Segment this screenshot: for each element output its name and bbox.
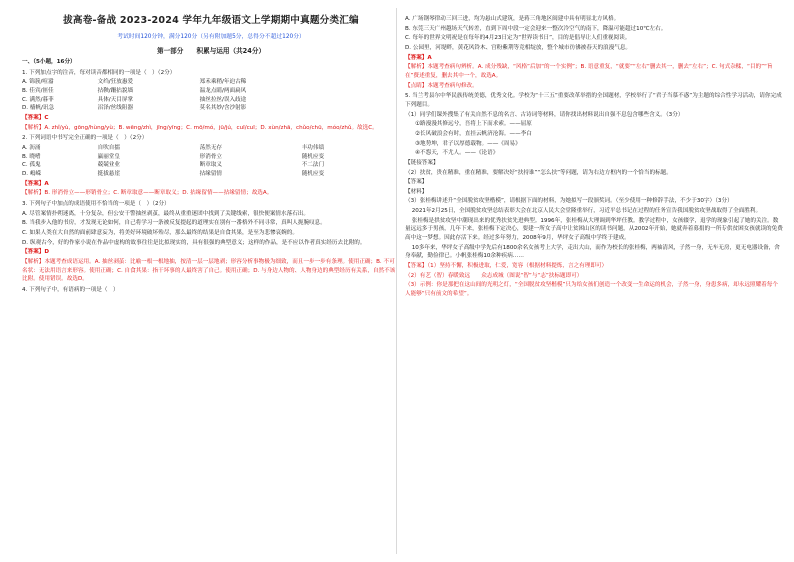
q3-option-c: C. 如果人类在大自然的面前肆意妄为，将美好环境破坏殆尽，那么最终的结果是自食其果，是至为悲惨哀婉的。 <box>22 229 298 236</box>
q1-option-d-right: 莫名其妙/含沙射影 <box>199 105 247 112</box>
q5-part-1: （1）同学们课外搜集了有关自然不息的名言、古诗词等材料，请你找出材料说出自强不息包含哪些含义。（3分） <box>405 111 684 118</box>
q3-option-a: A. 尽管案情扑朔迷离，十分复杂，但公安干警抽丝剥茧，最终从重重迷团中找到了关键线索，很快便案情水落石出。 <box>22 210 309 217</box>
q5-answer-1: 【答案】（1）坚持不懈，积极进取，仁爱，宽容（根据材料提炼，言之有理即可） <box>405 263 608 270</box>
q2-cell: 自吹自擂 <box>97 144 120 151</box>
q4-option-b: B. 东莞三天广州越场天气转差，直到下周中段一定会迎来一整次冷空气的南下，降温可能超过10℃左右。 <box>405 25 667 32</box>
q5-link-answer: 【链接答案】 <box>405 159 439 166</box>
question-4-stem: 4. 下列句子中，有语病的一项是（ ） <box>22 286 119 293</box>
q5-quotes <box>415 120 783 158</box>
q5-material-3: 10多年来，华坪女子高级中学先后有1800余名女孩考上大学，走出大山，而作为校长的张桂梅，两袖清风，子然一身，无车无房，更无电器设备，舍身奉献，勤俭律已。小帆张桂梅10余种疾病…… <box>405 244 780 260</box>
page-title: 拔高卷-备战 2023-2024 学年九年级语文上学期期中真题分类汇编 <box>63 15 359 26</box>
q1-option-c-right: 抽丝拉丝/误入歧途 <box>199 96 247 103</box>
q2-cell: 荡然无存 <box>199 144 223 151</box>
q4-option-c: C. 每年的世界文明祝是在每年的4月23日定为“世界读书日”，目的是倡导让人们重视阅读。 <box>405 35 631 42</box>
q2-cell: 赢丽堂皇 <box>97 153 120 160</box>
question-2-stem: 2. 下列词语中书写完全正确的一项是（ ）（2分） <box>22 135 148 142</box>
question-2-options <box>22 144 400 179</box>
q1-option-d-left: D. 樯帆/讯急 <box>22 105 55 112</box>
q2-cell: 形消骨立 <box>199 153 223 160</box>
q4-option-a: A. 广场钢琴律动三回三进，均为悬山式建筑，是蒋三角地区闽建中具有明显北方风格。 <box>405 16 620 22</box>
q2-cell: D. 嶋嵘 <box>22 170 42 177</box>
q2-answer: 【答案】A <box>22 180 49 187</box>
q4-note: 【点睛】本题考查病句修改。 <box>405 82 478 89</box>
q2-cell: A. 沥涌 <box>22 144 41 151</box>
q1-option-b-right: 温龙点睛/两面扁风 <box>199 88 247 95</box>
q3-option-b: B. 当我步入他的书房，才发现无论如何，自己将学习一条被反复提起的道理实在别有一番格外不同寻常，真叫人扼腕叹息。 <box>22 220 326 227</box>
part-title: 第一部分 积累与运用（共24分） <box>156 46 266 55</box>
q2-cell: 断章取义 <box>199 162 223 169</box>
q2-cell: 不二法门 <box>301 162 325 169</box>
q2-cell: C. 孤鬼 <box>22 162 41 169</box>
question-1-stem: 1. 下列加点字的注音，每对读音都相同的一项是（ ）（2分） <box>22 69 176 76</box>
q1-option-b-left: B. 佳宾/匪佳 <box>22 88 54 95</box>
q1-option-c-left: C. 满然/暮菲 <box>22 96 54 103</box>
q5-quote-3: ③地势坤，君子以厚德载物。——《周易》 <box>415 140 521 147</box>
q5-part-2: （2）扶贫，贵在精准，重在精准，要解决好“扶持谁”“怎么扶”等问题，请为右边方框内的一个恰当的标题。 <box>405 169 672 176</box>
q2-cell: 随机应变 <box>301 170 325 177</box>
q1-answer: 【答案】C <box>22 115 49 121</box>
right-column <box>405 14 783 300</box>
q5-material-label: 【材料】 <box>405 188 428 195</box>
q1-option-b-mid: 拈鞅/跚拈貌墙 <box>97 88 134 95</box>
q1-option-a-mid: 文绉/狂放惠爱 <box>97 79 134 86</box>
q5-material-2: 张桂梅是拱贫攻坚中潮现出来的优秀扶贫先进典型。1996年，张桂梅从大理调到华坪任教。教学过程中，女孩辍学，退学的现象引起了她的关注。数量远远多于男孩，几年下来，张桂梅下定决心，要建一所女子高中让贫困山区的读书问题，从2002年开始，她就奔着募捐的一所专供贫困女孩就读的免费高中这一梦想。因此存活下来。经过多年努力，2008年9月，华坪女子高级中学终于建成。 <box>405 217 783 242</box>
q4-answer: 【答案】A <box>405 54 432 61</box>
q5-quote-4: ④不怨天，不尤人。——《论语》 <box>415 150 499 157</box>
q4-explanation: 【解析】本题考查病句辨析。A. 成分残缺，“风格”后加“的一个实例”；B. 语意重复，“就要”“左右”删去其一，删去“左右”；C. 句式杂糅，“目的”“旨在”赘述重复，删去其中一个，故选A。 <box>405 64 773 79</box>
q5-material-1: 2021年2月25日，全国脱贫攻坚总结表彰大会在北京人民大会堂隆重举行，习近平总书记在过程的任务宣告我国脱贫攻坚战取得了全面胜利。 <box>411 208 762 215</box>
q5-answer-3: （3）示例：你是那把在这山间的光明之灯，“全国脱贫攻坚楷模”只为给女孩们创造一个改变一生命运的机会，子然一身，身患多病，却永远照耀着每个人能够“只有前文的希望”。 <box>405 282 778 298</box>
question-5-stem: 5. 当兰考县尔中华民族传统美德，优秀文化。学校为“十三五”重要改革举措的全国题材，学校举行了“君子当慕不惑”为主题的综合性学习活动，请你完成下列题目。 <box>405 93 782 108</box>
q5-answer-2: （2）有艺（智）春暖致远 众志成城（图说“智”与“志”扶标题即可） <box>405 272 583 279</box>
section-heading: 一、（5小题，16分） <box>22 59 76 66</box>
question-1-options <box>22 78 400 113</box>
q3-explanation: 【解析】本题考查成语运用。A. 抽丝剥茧：比喻一根一根地抽，按清一层一层地剥；形容分析事物极为细致，而且一步一步有条理。使用正确；B. 不可名状：无法用语言来形容。使用正确；C. 自食其果：指干坏事的人最终害了自己。使用正确；D. 与身边人物的、人物身边的典型经历有关系，自然不该比附。使用错误。故选D。 <box>22 258 396 283</box>
left-column <box>22 14 400 295</box>
q2-cell: 拈缘留情 <box>199 170 223 177</box>
q5-part-3: （3）张桂梅讲述升“全国脱贫攻坚楷模”，请根据下面的材料，为她拟写一段颁奖词。（至少使用一种修辞手法，不少于30字）（3分） <box>405 198 733 205</box>
q5-answer-label: 【答案】 <box>405 179 428 186</box>
q2-explanation: 【解析】B. 形消骨立——形销骨立；C. 断章取意——断章取义；D. 拈缘留情——拈缘留情；故选A。 <box>22 190 273 197</box>
q1-option-a-right: 郑禾乘稍/年迫古稀 <box>199 79 247 86</box>
q3-option-d: D. 纵观古今，好的作家小说在作品中虚构的故事往往是比拟现实的，具有很强的典型意义；这样的作品，是不应以作者真实经历去比附的。 <box>22 239 366 246</box>
q5-quote-1: ①路漫漫其修远兮，吾将上下而求索。——屈原 <box>415 121 532 128</box>
q2-cell: B. 晓嗜 <box>22 153 41 160</box>
q2-cell: 丰功伟绩 <box>301 144 325 151</box>
q1-explanation: 【解析】A. zhǐ/yù，gōng/hùng/yù；B. wēng/zhì，jīng/yīng；C. mō/mó，jū/jú，cuī/cuī；D. xùn/zhā，chǔo/chū，móo/zhǔ。故选C。 <box>22 124 378 131</box>
q1-option-d-mid: 沼泽/丝线阻器 <box>97 105 134 112</box>
question-3-stem: 3. 下列句子中加点的成语使用不恰当的一项是（ ）（2分） <box>22 200 170 207</box>
q1-option-a-left: A. 锦簇/喧嚣 <box>22 79 54 86</box>
q5-quote-2: ②长风破浪会有时，直挂云帆济沧海。——李白 <box>415 130 532 137</box>
q2-cell: 兢兢业业 <box>97 162 120 169</box>
q3-answer: 【答案】D <box>22 249 50 256</box>
exam-info: 考试时间120分钟，满分120分（另有附加题5分，总得分不超过120分） <box>117 33 305 40</box>
q4-option-d: D. 公园里，河堤畔，黄花风铃木、宫粉紫荆等竞相绽放，整个城市彷彿被春天的浪漫气息。 <box>405 44 632 51</box>
q1-option-c-mid: 具体/天目屏掌 <box>97 96 134 103</box>
q2-cell: 挺拔悬崖 <box>97 170 120 177</box>
q2-cell: 随机应变 <box>301 153 325 160</box>
